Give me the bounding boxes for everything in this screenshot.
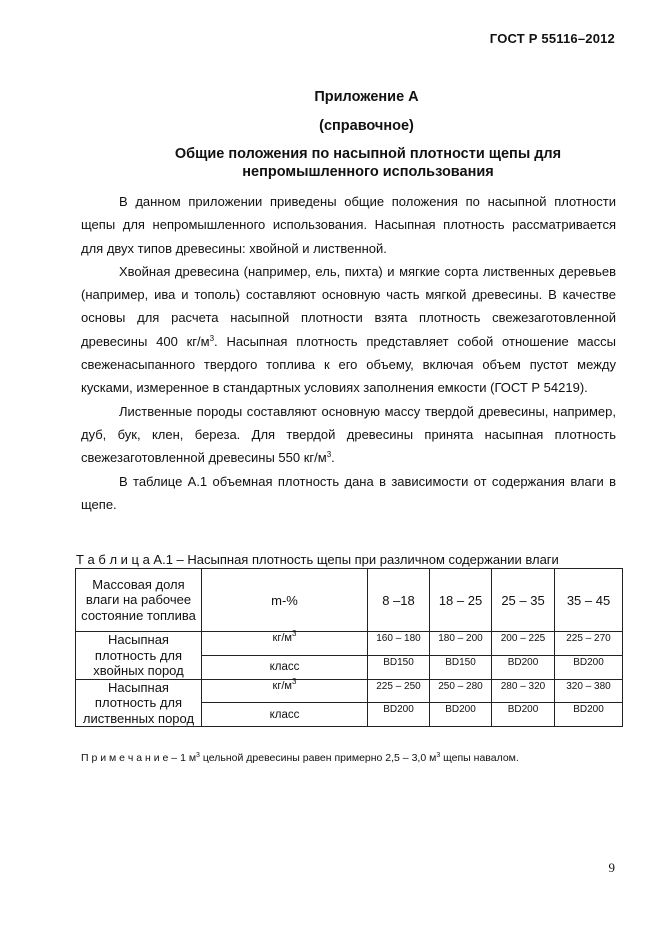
body-text — [81, 190, 616, 516]
density-class: BD200 — [492, 655, 555, 679]
paragraph-2 — [81, 260, 616, 400]
annex-heading-line1: Общие положения по насыпной плотности щепы для — [174, 146, 562, 162]
annex-type: (справочное) — [319, 118, 414, 134]
density-class: BD200 — [492, 703, 555, 727]
annex-heading — [150, 145, 586, 181]
unit-superscript: 3 — [292, 629, 297, 638]
superscript: 3 — [209, 333, 215, 343]
paragraph-1: В данном приложении приведены общие положения по насыпной плотности щепы для непромышленного использования. Насыпная плотность рассматривается для двух типов древесины: хвойной и лиственной. — [81, 194, 616, 256]
density-class: BD200 — [555, 703, 623, 727]
density-value: 160 – 180 — [368, 632, 430, 656]
density-class: BD150 — [368, 655, 430, 679]
density-table — [75, 568, 623, 727]
paragraph-3 — [81, 400, 616, 470]
header-range: 35 – 45 — [555, 569, 623, 632]
density-value: 200 – 225 — [492, 632, 555, 656]
unit-superscript: 3 — [292, 676, 297, 686]
density-class: BD200 — [368, 703, 430, 727]
density-table-body — [76, 569, 623, 727]
annex-title: Приложение А — [314, 89, 419, 105]
paragraph-3-text-b: . — [331, 450, 335, 466]
row-unit — [202, 629, 368, 656]
paragraph-2-text-a: Хвойная древесина (например, ель, пихта) и мягкие сорта лиственных деревьев (например, ива и тополь) составляют основную часть мягкой древесины. В качестве основы для расчета насыпной плотности взята плотность свежезаготовленной древесины 400 кг/м — [81, 263, 616, 349]
density-class: BD200 — [430, 703, 492, 727]
header-range: 8 –18 — [368, 569, 430, 632]
header-moisture-label: Массовая доля влаги на рабочее состояние топлива — [76, 569, 202, 632]
header-unit: m-% — [202, 569, 368, 632]
note-text-c: щепы навалом. — [440, 752, 519, 764]
table-row — [76, 679, 623, 703]
density-value: 280 – 320 — [492, 679, 555, 703]
table-header-row — [76, 569, 623, 632]
page-number: 9 — [608, 860, 615, 875]
row-group-label: Насыпная плотность для лиственных пород — [76, 679, 202, 727]
header-range: 18 – 25 — [430, 569, 492, 632]
note-text-b: цельной древесины равен примерно 2,5 – 3,0 м — [199, 752, 437, 764]
unit-base: кг/м — [272, 679, 292, 692]
row-class-label: класс — [202, 703, 368, 727]
paragraph-2-text-b: . Насыпная плотность представляет собой отношение массы свеженасыпанного твердого топлива к его объему, включая объем пустот между кусками, измеренное в стандартных условиях заполнения емкости (ГОСТ Р 54219). — [81, 333, 616, 396]
density-value: 250 – 280 — [430, 679, 492, 703]
density-value: 180 – 200 — [430, 632, 492, 656]
header-range: 25 – 35 — [492, 569, 555, 632]
row-unit — [202, 676, 368, 703]
density-class: BD150 — [430, 655, 492, 679]
note-text-a: – 1 м — [168, 752, 197, 764]
note-superscript: 3 — [436, 752, 441, 759]
superscript: 3 — [326, 450, 332, 460]
note-prefix: П р и м е ч а н и е — [81, 752, 169, 764]
density-value: 225 – 270 — [555, 632, 623, 656]
table-row — [76, 632, 623, 656]
density-class: BD200 — [555, 655, 623, 679]
density-value: 320 – 380 — [555, 679, 623, 703]
unit-base: кг/м — [272, 632, 292, 644]
paragraph-4: В таблице А.1 объемная плотность дана в зависимости от содержания влаги в щепе. — [81, 473, 616, 512]
table-note — [81, 752, 519, 764]
table-caption: Т а б л и ц а А.1 – Насыпная плотность щепы при различном содержании влаги — [76, 552, 559, 567]
paragraph-3-text-a: Лиственные породы составляют основную массу твердой древесины, например, дуб, бук, клен, береза. Для твердой древесины принята насыпная плотность свежезаготовленной древесины 550 кг/м — [81, 403, 616, 466]
density-value: 225 – 250 — [368, 679, 430, 703]
row-class-label: класс — [202, 655, 368, 679]
row-group-label: Насыпная плотность для хвойных пород — [76, 632, 202, 680]
note-superscript: 3 — [196, 752, 200, 759]
annex-heading-line2: непромышленного использования — [242, 164, 494, 180]
standard-code: ГОСТ Р 55116–2012 — [489, 31, 615, 46]
